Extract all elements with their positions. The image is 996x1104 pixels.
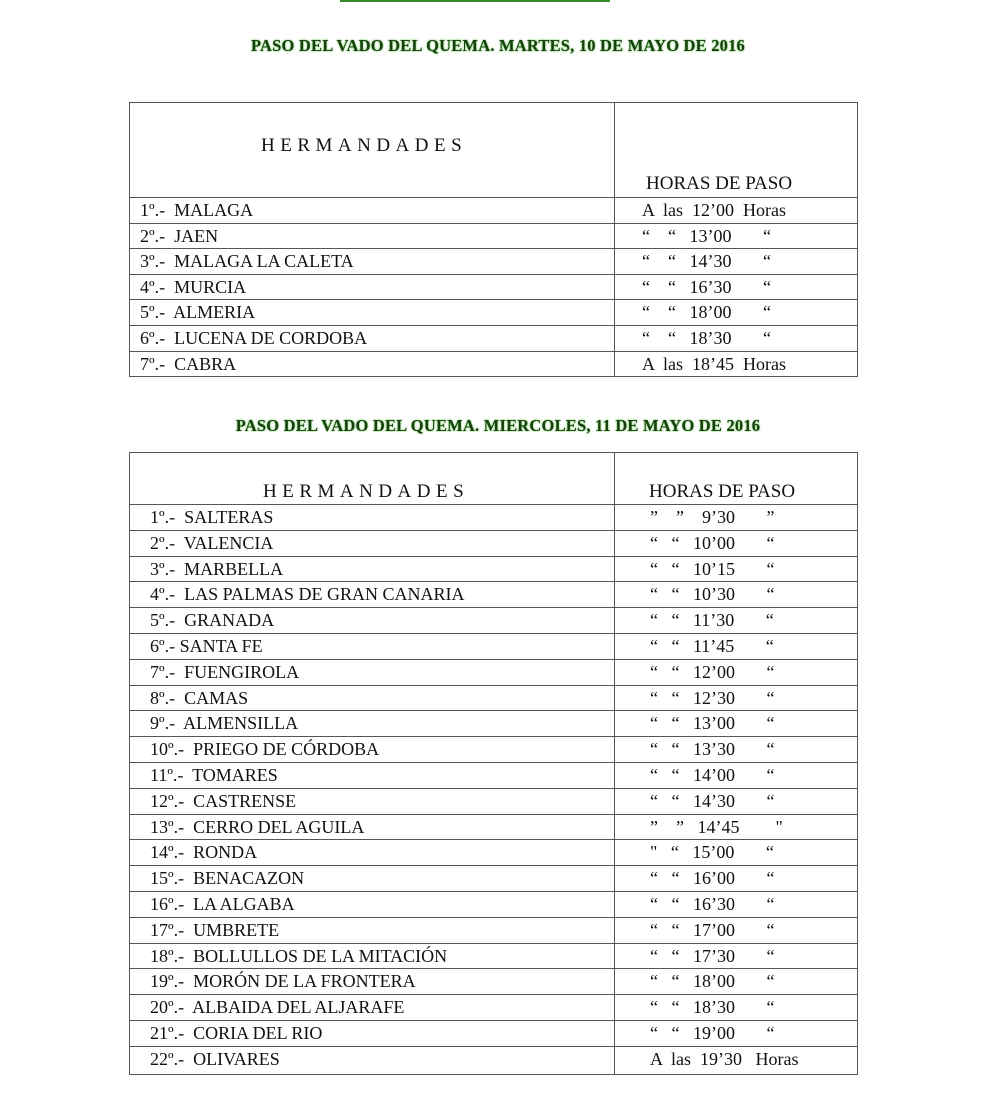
hermandad-name: 2º.- VALENCIA: [150, 532, 274, 553]
hora-de-paso: “ “ 17’00 “: [650, 919, 775, 940]
table-row: [130, 300, 857, 326]
section-1-title: PASO DEL VADO DEL QUEMA. MARTES, 10 DE MAYO DE 2016: [251, 36, 745, 55]
schedule-table-martes: [129, 102, 858, 377]
hora-de-paso: “ “ 18’00 “: [642, 302, 771, 323]
hermandad-name: 1º.- SALTERAS: [150, 507, 274, 527]
hermandad-name: 9º.- ALMENSILLA: [150, 713, 299, 734]
hora-de-paso: “ “ 11’30 “: [650, 610, 774, 631]
hermandad-name: 8º.- CAMAS: [150, 687, 249, 708]
table-row: [130, 944, 857, 970]
table-header: [130, 103, 857, 198]
hora-de-paso: “ “ 14’30 “: [642, 251, 771, 272]
hermandad-name: 16º.- LA ALGABA: [150, 894, 295, 914]
hermandad-name: 15º.- BENACAZON: [150, 868, 305, 889]
hermandad-name: 7º.- CABRA: [140, 353, 237, 374]
table-row: [130, 1047, 857, 1073]
hermandad-name: 1º.- MALAGA: [140, 200, 254, 220]
hora-de-paso: “ “ 18’00 “: [650, 971, 775, 992]
hermandad-name: 5º.- GRANADA: [150, 610, 275, 631]
table-row: [130, 892, 857, 918]
table-header: [130, 453, 857, 505]
hora-de-paso: A las 12’00 Horas: [642, 200, 786, 220]
schedule-table-miercoles: [129, 452, 858, 1075]
table-row: [130, 995, 857, 1021]
hora-de-paso: “ “ 18’30 “: [650, 997, 775, 1018]
table-row: [130, 918, 857, 944]
table-row: [130, 737, 857, 763]
hermandad-name: 2º.- JAEN: [140, 225, 219, 246]
hora-de-paso: A las 19’30 Horas: [650, 1048, 799, 1069]
hora-de-paso: “ “ 10’30 “: [650, 584, 775, 605]
hora-de-paso: “ “ 14’00 “: [650, 765, 775, 785]
hermandad-name: 13º.- CERRO DEL AGUILA: [150, 816, 365, 837]
hora-de-paso: “ “ 10’00 “: [650, 532, 775, 553]
hora-de-paso: “ “ 10’15 “: [650, 558, 775, 579]
hermandad-name: 21º.- CORIA DEL RIO: [150, 1023, 323, 1043]
hermandad-name: 7º.- FUENGIROLA: [150, 661, 300, 682]
header-horas-de-paso: HORAS DE PASO: [649, 481, 796, 502]
hora-de-paso: “ “ 13’00 “: [642, 225, 771, 246]
table-row: [130, 969, 857, 995]
hermandad-name: 10º.- PRIEGO DE CÓRDOBA: [150, 739, 380, 760]
section-2-title: PASO DEL VADO DEL QUEMA. MIERCOLES, 11 DE MAYO DE 2016: [235, 416, 761, 435]
hora-de-paso: " “ 15’00 “: [650, 842, 774, 863]
table-row: [130, 275, 857, 301]
top-rule: [340, 0, 610, 2]
hermandad-name: 18º.- BOLLULLOS DE LA MITACIÓN: [150, 945, 448, 966]
hermandad-name: 6º.- SANTA FE: [150, 636, 263, 656]
table-row: [130, 763, 857, 789]
hermandad-name: 17º.- UMBRETE: [150, 919, 280, 940]
table-row: [130, 840, 857, 866]
hora-de-paso: “ “ 18’30 “: [642, 328, 771, 348]
table-row: [130, 866, 857, 892]
hermandad-name: 6º.- LUCENA DE CORDOBA: [140, 328, 368, 348]
hora-de-paso: “ “ 11’45 “: [650, 636, 774, 656]
hermandad-name: 22º.- OLIVARES: [150, 1048, 280, 1069]
hermandad-name: 19º.- MORÓN DE LA FRONTERA: [150, 971, 416, 992]
hora-de-paso: “ “ 17’30 “: [650, 945, 775, 966]
hora-de-paso: “ “ 14’30 “: [650, 790, 775, 811]
table-row: [130, 249, 857, 275]
hora-de-paso: “ “ 13’30 “: [650, 739, 775, 760]
table-row: [130, 1021, 857, 1047]
table-row: [130, 505, 857, 531]
table-row: [130, 198, 857, 224]
table-row: [130, 634, 857, 660]
table-row: [130, 224, 857, 250]
hermandad-name: 3º.- MALAGA LA CALETA: [140, 251, 354, 272]
header-hermandades: HERMANDADES: [263, 481, 470, 502]
hora-de-paso: “ “ 19’00 “: [650, 1023, 775, 1043]
hora-de-paso: “ “ 16’30 “: [650, 894, 775, 914]
table-row: [130, 789, 857, 815]
hermandad-name: 20º.- ALBAIDA DEL ALJARAFE: [150, 997, 405, 1018]
table-row: [130, 582, 857, 608]
hermandad-name: 3º.- MARBELLA: [150, 558, 284, 579]
table-row: [130, 711, 857, 737]
hermandad-name: 11º.- TOMARES: [150, 765, 278, 785]
hora-de-paso: “ “ 13’00 “: [650, 713, 775, 734]
table-row: [130, 531, 857, 557]
hermandad-name: 4º.- MURCIA: [140, 276, 247, 297]
table-row: [130, 352, 857, 378]
table-row: [130, 608, 857, 634]
hora-de-paso: A las 18’45 Horas: [642, 353, 786, 374]
table-row: [130, 660, 857, 686]
hermandad-name: 14º.- RONDA: [150, 842, 258, 863]
header-hermandades: HERMANDADES: [261, 135, 468, 156]
hermandad-name: 4º.- LAS PALMAS DE GRAN CANARIA: [150, 584, 465, 605]
hora-de-paso: ” ” 14’45 ": [650, 816, 783, 837]
table-row: [130, 686, 857, 712]
hora-de-paso: “ “ 16’00 “: [650, 868, 775, 889]
header-horas-de-paso: HORAS DE PASO: [646, 173, 793, 194]
hora-de-paso: “ “ 12’00 “: [650, 661, 775, 682]
table-row: [130, 557, 857, 583]
table-row: [130, 326, 857, 352]
hermandad-name: 5º.- ALMERIA: [140, 302, 256, 323]
table-row: [130, 815, 857, 841]
hora-de-paso: “ “ 12’30 “: [650, 687, 775, 708]
hora-de-paso: ” ” 9’30 ”: [650, 507, 775, 527]
hora-de-paso: “ “ 16’30 “: [642, 276, 771, 297]
hermandad-name: 12º.- CASTRENSE: [150, 790, 297, 811]
